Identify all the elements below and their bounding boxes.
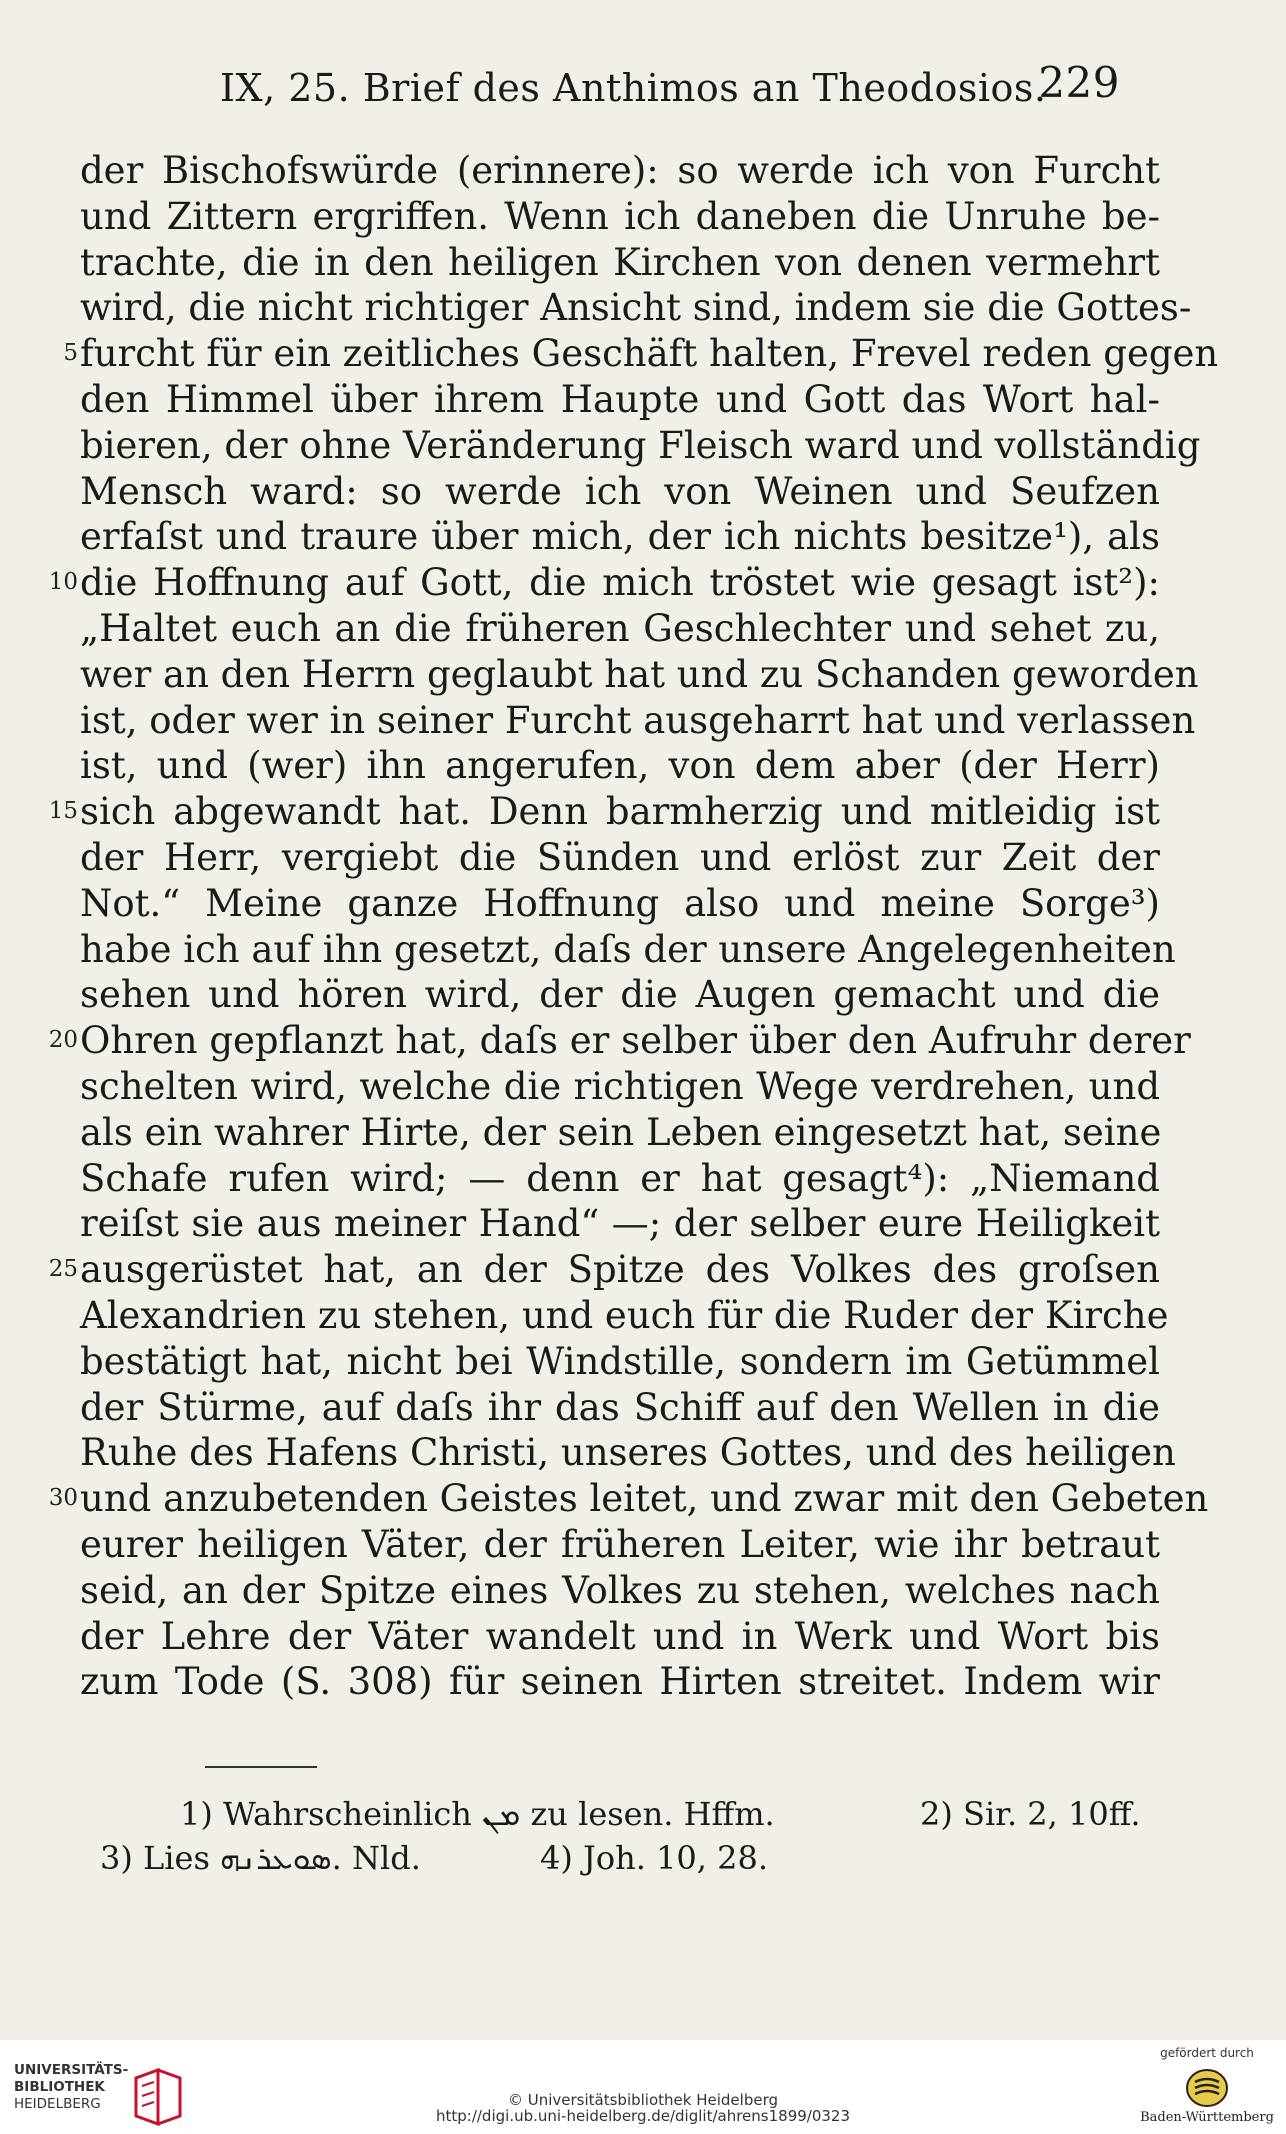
text-line (20, 1293, 1169, 1339)
text-line (20, 881, 1160, 927)
line-text: der Stürme, auf daſs ihr das Schiff auf den Wellen in die (80, 1385, 1160, 1429)
line-text: Mensch ward: so werde ich von Weinen und Seufzen (80, 469, 1160, 513)
line-number: 20 (48, 1027, 78, 1054)
footnote-4: 4) Joh. 10, 28. (540, 1839, 769, 1877)
line-text: der Bischofswürde (erinnere): so werde ich von Furcht (80, 149, 1160, 192)
text-line (20, 972, 1160, 1018)
line-text: „Haltet euch an die früheren Geschlechter und sehet zu, (80, 606, 1160, 650)
footnote-rule (205, 1766, 317, 1768)
running-head (220, 58, 1120, 118)
text-line (20, 1385, 1160, 1431)
line-text: wer an den Herrn geglaubt hat und zu Schanden geworden (80, 652, 1199, 696)
running-head-title: IX, 25. Brief des Anthimos an Theodosios. (220, 66, 1047, 110)
text-line (20, 1110, 1160, 1156)
line-text: reiſst sie aus meiner Hand“ —; der selber eure Heiligkeit (80, 1202, 1160, 1246)
footnote-1: 1) Wahrscheinlich ܡܢ zu lesen. Hffm. (180, 1795, 775, 1833)
line-text: sich abgewandt hat. Denn barmherzig und mitleidig ist (80, 790, 1160, 834)
line-text: und Zittern ergriffen. Wenn ich daneben die Unruhe be- (80, 194, 1160, 238)
permalink[interactable]: http://digi.ub.uni-heidelberg.de/diglit/ahrens1899/0323 (435, 2107, 851, 2125)
footnotes (100, 1792, 1160, 1880)
footnote-row (100, 1836, 1160, 1880)
text-line (20, 514, 1160, 560)
line-text: zum Tode (S. 308) für seinen Hirten streitet. Indem wir (80, 1660, 1160, 1704)
text-line (20, 743, 1160, 789)
line-text: eurer heiligen Väter, der früheren Leiter, wie ihr betraut (80, 1522, 1160, 1566)
line-number: 25 (48, 1256, 78, 1283)
text-line (20, 1201, 1160, 1247)
text-line (20, 1247, 1160, 1293)
line-text: wird, die nicht richtiger Ansicht sind, indem sie die Gottes- (80, 286, 1192, 330)
line-number: 5 (63, 340, 78, 367)
line-text: Not.“ Meine ganze Hoffnung also und meine Sorge³) (80, 881, 1160, 925)
text-line (20, 1614, 1160, 1660)
text-line (20, 789, 1160, 835)
library-logo[interactable] (14, 2062, 184, 2128)
text-line (20, 285, 1192, 331)
line-text: der Lehre der Väter wandelt und in Werk und Wort bis (80, 1614, 1160, 1658)
sponsor-name: Baden-Württemberg (1140, 2110, 1274, 2125)
line-text: habe ich auf ihn gesetzt, daſs der unsere Angelegenheiten (80, 927, 1176, 971)
sponsor-label: gefördert durch (1160, 2046, 1254, 2060)
line-text: erfaſst und traure über mich, der ich nichts besitze¹), als (80, 515, 1160, 559)
text-line (20, 560, 1160, 606)
text-line (20, 927, 1176, 973)
sponsor (1132, 2046, 1282, 2134)
line-text: furcht für ein zeitliches Geschäft halten, Frevel reden gegen (80, 332, 1219, 376)
text-line (20, 606, 1160, 652)
line-text: Ohren gepflanzt hat, daſs er selber über den Aufruhr derer (80, 1019, 1191, 1063)
line-text: bieren, der ohne Veränderung Fleisch ward und vollständig (80, 423, 1201, 467)
library-name-line: HEIDELBERG (14, 2096, 101, 2112)
text-line (20, 835, 1160, 881)
text-line (20, 194, 1160, 240)
line-text: der Herr, vergiebt die Sünden und erlöst zur Zeit der (80, 835, 1160, 879)
line-text: Ruhe des Hafens Christi, unseres Gottes, und des heiligen (80, 1431, 1176, 1475)
text-line (20, 652, 1199, 698)
copyright-text: © Universitätsbibliothek Heidelberg (507, 2091, 778, 2109)
line-text: die Hoffnung auf Gott, die mich tröstet wie gesagt ist²): (80, 561, 1160, 605)
library-name-line: BIBLIOTHEK (14, 2079, 105, 2095)
footnote-3: 3) Lies ܣܘܥܪܢܗ. Nld. (100, 1839, 421, 1877)
text-line (20, 331, 1219, 377)
line-text: bestätigt hat, nicht bei Windstille, sondern im Getümmel (80, 1339, 1160, 1383)
line-text: schelten wird, welche die richtigen Wege verdrehen, und (80, 1064, 1160, 1108)
text-line (20, 377, 1160, 423)
text-line (20, 1430, 1176, 1476)
line-text: Alexandrien zu stehen, und euch für die Ruder der Kirche (80, 1293, 1169, 1337)
text-line (20, 423, 1201, 469)
text-line (20, 698, 1196, 744)
line-text: sehen und hören wird, der die Augen gemacht und die (80, 973, 1160, 1017)
text-line (20, 1156, 1160, 1202)
line-text: ausgerüstet hat, an der Spitze des Volkes des groſsen (80, 1248, 1160, 1292)
line-text: als ein wahrer Hirte, der sein Leben eingesetzt hat, seine (80, 1110, 1162, 1154)
library-mark-icon (128, 2068, 184, 2126)
footnote-row (100, 1792, 1160, 1836)
line-number: 30 (48, 1485, 78, 1512)
line-number: 10 (48, 569, 78, 596)
text-line (20, 1522, 1160, 1568)
library-name (14, 2062, 128, 2113)
text-line (20, 1476, 1209, 1522)
library-name-line: UNIVERSITÄTS- (14, 2062, 129, 2078)
coat-of-arms-icon (1185, 2068, 1229, 2108)
text-line (20, 1659, 1160, 1705)
footnote-2: 2) Sir. 2, 10ff. (920, 1795, 1141, 1833)
text-line (20, 1568, 1160, 1614)
line-text: Schafe rufen wird; — denn er hat gesagt⁴): „Niemand (80, 1156, 1160, 1200)
line-number: 15 (48, 798, 78, 825)
line-text: ist, oder wer in seiner Furcht ausgeharrt hat und verlassen (80, 698, 1196, 742)
footer-bar (0, 2040, 1286, 2134)
line-text: ist, und (wer) ihn angerufen, von dem aber (der Herr) (80, 744, 1160, 788)
text-line (20, 1064, 1160, 1110)
line-text: seid, an der Spitze eines Volkes zu stehen, welches nach (80, 1568, 1160, 1612)
line-text: und anzubetenden Geistes leitet, und zwar mit den Gebeten (80, 1477, 1209, 1521)
text-line (20, 1018, 1191, 1064)
text-line (20, 1339, 1160, 1385)
page-number: 229 (1038, 58, 1120, 107)
copyright-notice (420, 2092, 866, 2124)
text-line (20, 240, 1160, 286)
line-text: den Himmel über ihrem Haupte und Gott das Wort hal- (80, 377, 1160, 421)
text-line (20, 148, 1160, 194)
line-text: trachte, die in den heiligen Kirchen von denen vermehrt (80, 240, 1160, 284)
text-line (20, 469, 1160, 515)
body-text (20, 148, 1219, 1705)
